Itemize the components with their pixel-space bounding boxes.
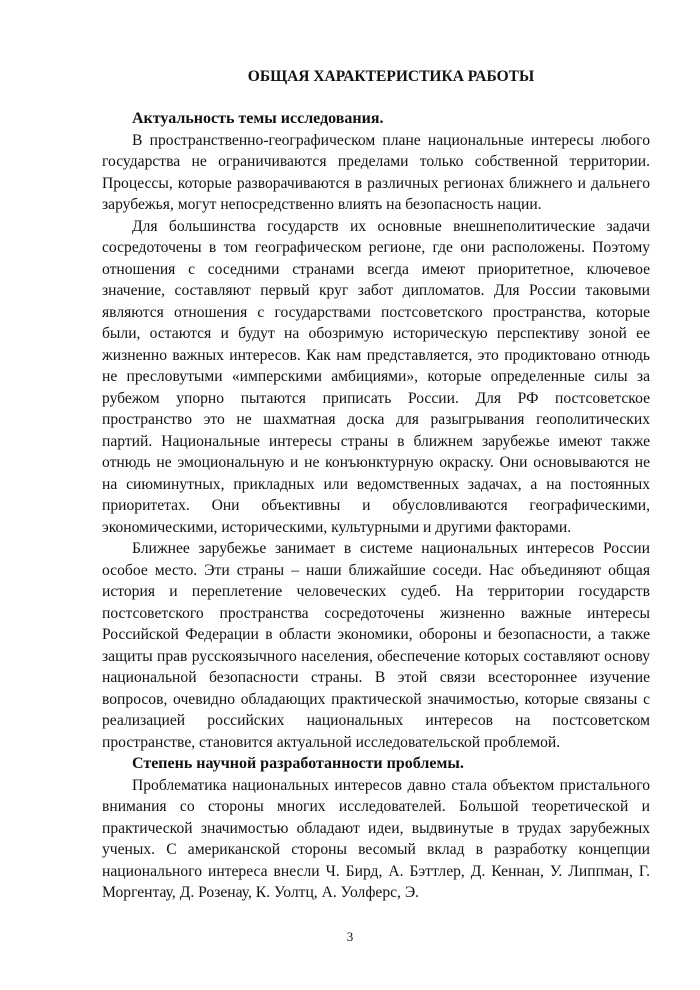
section-heading-relevance: Актуальность темы исследования. [132,110,384,127]
document-title: ОБЩАЯ ХАРАКТЕРИСТИКА РАБОТЫ [247,68,535,85]
section-relevance [102,108,650,753]
page-number: 3 [346,929,354,944]
paragraph: Проблематика национальных интересов давно стала объектом пристального внимания со стороны многих исследователей. Большой теоретической и практической значимостью обладают идеи, выдвинутые в трудах зарубежных ученых. С американской стороны весомый вклад в разработку концепции национального интереса внесли Ч. Бирд, А. Бэттлер, Д. Кеннан, У. Липпман, Г. Моргентау, Д. Розенау, К. Уолтц, А. Уолферс, Э. [102,776,650,901]
paragraph: Ближнее зарубежье занимает в системе национальных интересов России особое место. Эти страны – наши ближайшие соседи. Нас объединяют общая история и переплетение человеческих судеб. На территории государств постсоветского пространства сосредоточены жизненно важные интересы Российской Федерации в области экономики, обороны и безопасности, а также защиты прав русскоязычного населения, обеспечение которых составляют основу национальной безопасности страны. В этой связи всестороннее изучение вопросов, очевидно обладающих практической значимостью, которые связаны с реализацией российских национальных интересов на постсоветском пространстве, становится актуальной исследовательской проблемой. [102,540,650,751]
paragraph: В пространственно-географическом плане национальные интересы любого государства не ограничиваются пределами только собственной территории. Процессы, которые разворачиваются в различных регионах ближнего и дальнего зарубежья, могут непосредственно влиять на безопасность нации. [102,131,650,213]
section-heading-research-degree: Степень научной разработанности проблемы. [132,755,464,772]
paragraph: Для большинства государств их основные внешнеполитические задачи сосредоточены в том географическом регионе, где они расположены. Поэтому отношения с соседними странами всегда имеют приоритетное, ключевое значение, составляют первый круг забот дипломатов. Для России таковыми являются отношения с государствами постсоветского пространства, которые были, остаются и будут на обозримую историческую перспективу зоной ее жизненно важных интересов. Как нам представляется, это продиктовано отнюдь не пресловутыми «имперскими амбициями», которые определенные силы за рубежом упорно пытаются приписать России. Для РФ постсоветское пространство это не шахматная доска для разыгрывания геополитических партий. Национальные интересы страны в ближнем зарубежье имеют также отнюдь не эмоциональную и не конъюнктурную окраску. Они основываются не на сиюминутных, прикладных или ведомственных задачах, а на постоянных приоритетах. Они объективны и обусловливаются географическими, экономическими, историческими, культурными и другими факторами. [102,217,650,536]
section-research-degree [102,753,650,904]
document-page [102,66,650,904]
